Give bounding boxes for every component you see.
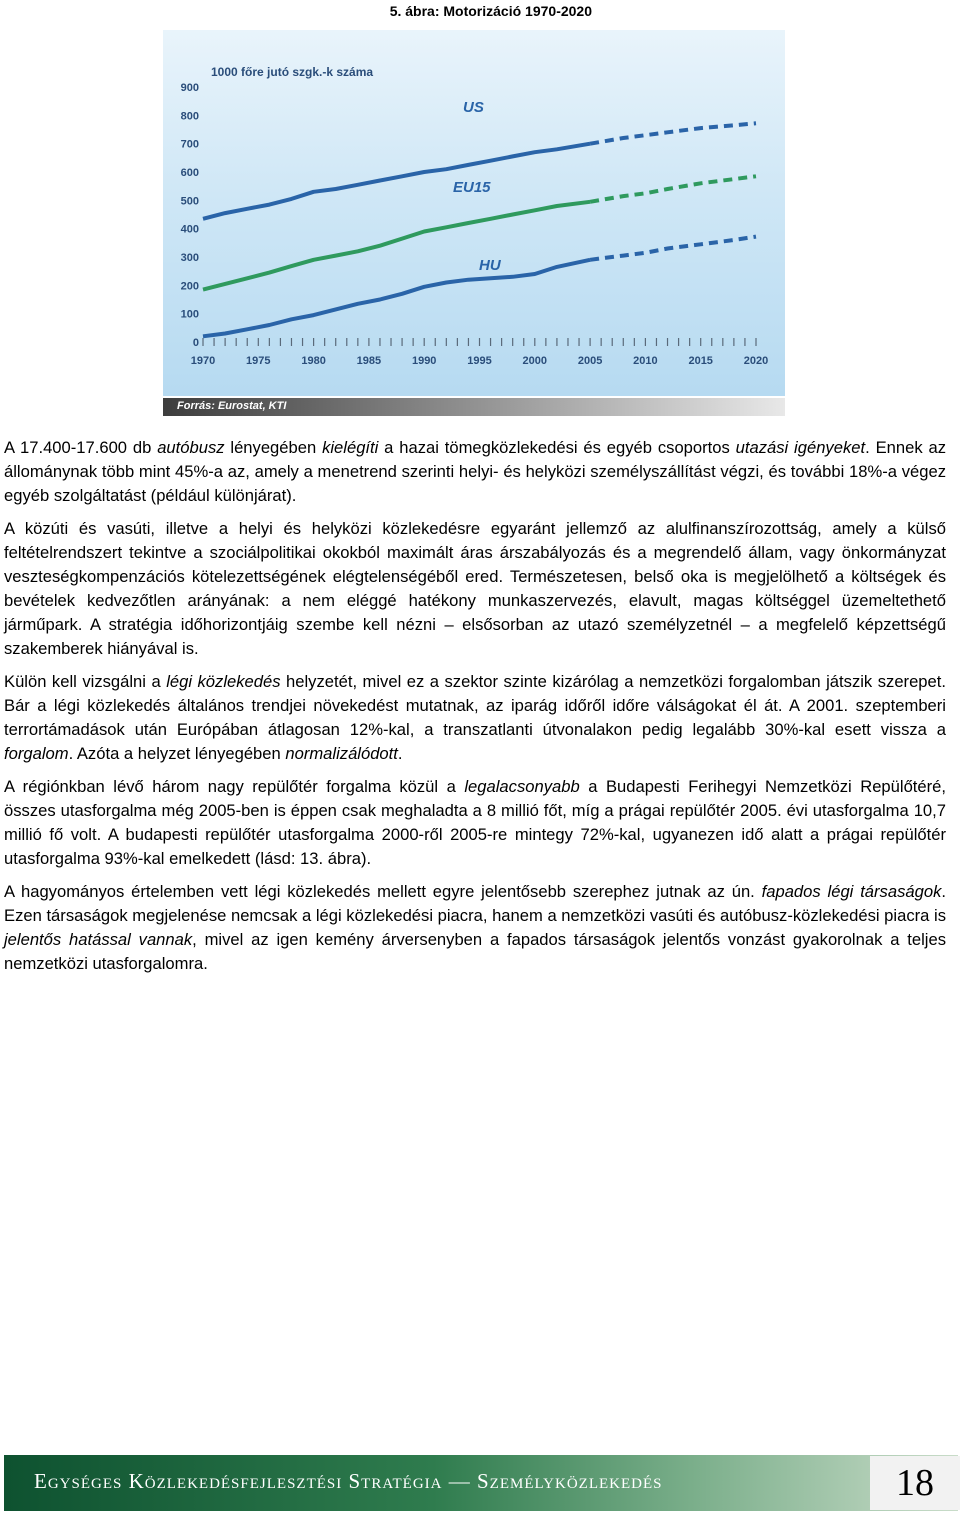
paragraph <box>4 775 946 871</box>
series-line-us <box>203 144 590 219</box>
y-tick-label: 500 <box>180 195 199 208</box>
text-run: Külön kell vizsgálni a <box>4 672 167 691</box>
text-run: A régiónkban lévő három nagy repülőtér forgalma közül a <box>4 777 465 796</box>
x-tick-label: 2020 <box>743 355 769 367</box>
x-tick-label: 1970 <box>190 355 216 367</box>
text-run: a Budapesti Ferihegyi Nemzetközi Repülőtéré, összes utasforgalma még 2005-ben is éppen csak meghaladta a 8 millió főt, míg a prágai repülőtér 2005. évi utasforgalma 10,7 millió fő volt. A budapesti repülőtér utasforgalma 2000-ről 2005-re mintegy 72%-kal, ugyanezen idő alatt a prágai repülőtér utasforgalma 93%-kal emelkedett (lásd: 13. ábra). <box>4 777 946 868</box>
emphasis-text: normalizálódott <box>285 744 398 763</box>
x-tick-label: 2010 <box>633 355 658 367</box>
chart-title: 1000 főre jutó szgk.-k száma <box>211 65 374 79</box>
emphasis-text: legalacsonyabb <box>464 777 580 796</box>
footer-banner <box>4 1455 958 1511</box>
text-run: A közúti és vasúti, illetve a helyi és helyközi közlekedésre egyaránt jellemző az alulfinanszírozottság, amely a külső feltételrendszert tekintve a szociálpolitikai okokból maximált áras árszabályozás és a megrendelő állam, vagy önkormányzat veszteségkompenzációs kötelezettségének elégtelenségéből ered. Természetesen, belső oka is megjelölhető a költségek és bevételek kedvezőtlen arányának: a nem eléggé hatékony munkaszervezés, elavult, magas költséggel üzemeltethető járműpark. A stratégia időhorizontjáig szembe kell nézni – elsősorban az utazó személyzetnél – a megfelelő képzettségű szakemberek hiányával is. <box>4 519 946 658</box>
series-label: EU15 <box>453 179 491 196</box>
x-tick-label: 1990 <box>411 355 437 367</box>
y-tick-label: 300 <box>180 252 199 264</box>
text-run: . Azóta a helyzet lényegében <box>68 744 286 763</box>
emphasis-text: utazási igényeket <box>735 438 866 457</box>
text-run: lényegében <box>224 438 323 457</box>
series-forecast-eu15 <box>590 176 756 202</box>
series-forecast-hu <box>590 237 756 260</box>
series-line-eu15 <box>203 202 590 290</box>
x-tick-label: 1995 <box>467 355 492 367</box>
x-tick-label: 2015 <box>688 355 713 367</box>
emphasis-text: forgalom <box>4 744 69 763</box>
emphasis-text: fapados légi társaságok <box>761 882 942 901</box>
paragraph <box>4 517 946 661</box>
text-run: A hagyományos értelemben vett légi közlekedés mellett egyre jelentősebb szerephez jutnak az ún. <box>4 882 762 901</box>
y-tick-label: 800 <box>180 110 199 123</box>
x-tick-label: 2000 <box>522 355 548 367</box>
paragraph <box>4 670 946 766</box>
text-run: a hazai tömegközlekedési és egyéb csoportos <box>378 438 736 457</box>
text-run: . Ennek az állománynak több mint 45%-a az, amely a menetrend szerinti helyi- és helyközi személyszállítást végzi, és további 18%-a végez egyéb szolgáltatást (például különjárat). <box>4 438 946 505</box>
y-tick-label: 0 <box>192 337 199 349</box>
series-label: HU <box>479 257 501 274</box>
text-run: . <box>397 744 403 763</box>
x-tick-label: 1975 <box>246 355 271 367</box>
footer-title: Egységes Közlekedésfejlesztési Stratégia — Személyközlekedés <box>34 1469 663 1493</box>
source-bar <box>163 398 785 416</box>
y-tick-label: 100 <box>180 308 199 321</box>
series-label: US <box>463 99 484 116</box>
series-forecast-us <box>590 123 756 143</box>
figure-caption: 5. ábra: Motorizáció 1970-2020 <box>389 3 592 19</box>
body-text <box>4 436 946 985</box>
y-tick-label: 200 <box>180 280 199 293</box>
chart-source: Forrás: Eurostat, KTI <box>177 400 287 412</box>
text-run: , mivel az igen kemény árversenyben a fapados társaságok jelentős vonzást gyakorolnak a teljes nemzetközi utasforgalomra. <box>4 930 946 973</box>
y-tick-label: 600 <box>180 167 199 179</box>
x-tick-label: 2005 <box>577 355 603 367</box>
series-line-hu <box>203 260 590 337</box>
y-tick-label: 900 <box>180 82 199 94</box>
page-number: 18 <box>870 1456 960 1510</box>
motorization-chart <box>163 30 785 416</box>
y-tick-label: 700 <box>180 138 199 151</box>
emphasis-text: kielégíti <box>322 438 379 457</box>
x-tick-label: 1980 <box>301 355 326 367</box>
emphasis-text: autóbusz <box>157 438 225 457</box>
text-run: A 17.400-17.600 db <box>4 438 158 457</box>
text-run: helyzetét, mivel ez a szektor szinte kizárólag a nemzetközi forgalomban játszik szerepet. Bár a légi közlekedés általános trendjei növekedést mutatnak, az iparág időről időre válságokat él át. A 2001. szeptemberi terrortámadások után Európában átlagosan 12%-kal, a transzatlanti útvonalakon pedig legalább 30%-kal esett vissza a <box>4 672 946 739</box>
text-run: . Ezen társaságok megjelenése nemcsak a légi közlekedési piacra, hanem a nemzetközi vasúti és autóbusz-közlekedési piacra is <box>4 882 946 925</box>
x-tick-label: 1985 <box>356 355 382 367</box>
emphasis-text: jelentős hatással vannak <box>4 930 193 949</box>
paragraph <box>4 880 946 976</box>
chart-svg <box>163 30 785 396</box>
y-tick-label: 400 <box>180 223 199 236</box>
paragraph <box>4 436 946 508</box>
emphasis-text: légi közlekedés <box>166 672 281 691</box>
